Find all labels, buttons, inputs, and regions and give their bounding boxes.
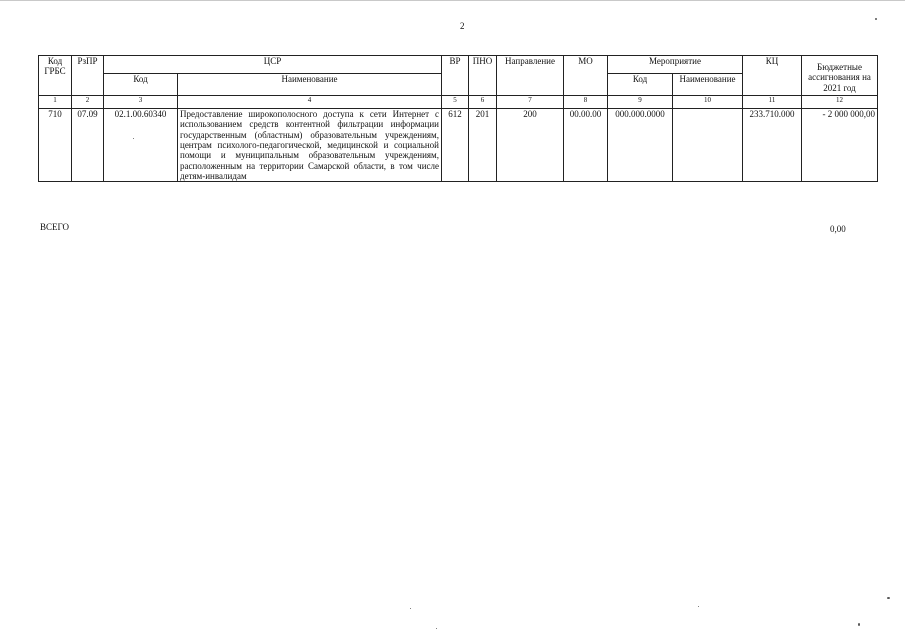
- column-number: 5: [442, 96, 469, 109]
- header-kc: КЦ: [743, 56, 802, 96]
- header-mo: МО: [564, 56, 608, 96]
- cell-vr: 612: [442, 109, 469, 182]
- cell-kod-grbs: 710: [39, 109, 72, 182]
- cell-mer-kod: 000.000.0000: [608, 109, 673, 182]
- scan-speck: [858, 623, 860, 626]
- scan-speck: [410, 608, 411, 609]
- header-kod-grbs: Код ГРБС: [39, 56, 72, 96]
- cell-mo: 00.00.00: [564, 109, 608, 182]
- cell-csr-naim: Предоставление широкополосного доступа к сети Интернет с использованием средств контентной фильтрации информации государственным (областным) образовательным учреждениям, центрам психолого-педагогической, медицинской и социальной помощи и муниципальным образовательным учреждениям, расположенным на территории Самарской области, в том числе детям-инвалидам: [178, 109, 442, 182]
- column-number: 10: [673, 96, 743, 109]
- header-napravlenie: Направление: [497, 56, 564, 96]
- total-value: 0,00: [830, 224, 846, 234]
- cell-kc: 233.710.000: [743, 109, 802, 182]
- header-mer-naim: Наименование: [673, 74, 743, 96]
- header-csr-naim: Наименование: [178, 74, 442, 96]
- page-number: 2: [460, 21, 465, 31]
- header-csr-kod: Код: [104, 74, 178, 96]
- header-mer-kod: Код: [608, 74, 673, 96]
- table-row: [39, 109, 878, 182]
- column-number: 12: [802, 96, 878, 109]
- column-number: 7: [497, 96, 564, 109]
- column-number: 8: [564, 96, 608, 109]
- header-rzpr: РзПР: [72, 56, 104, 96]
- page-top-edge: [0, 0, 905, 1]
- scan-speck: [887, 597, 890, 599]
- cell-napravlenie: 200: [497, 109, 564, 182]
- scan-speck: [875, 18, 877, 20]
- column-number: 2: [72, 96, 104, 109]
- cell-rzpr: 07.09: [72, 109, 104, 182]
- header-csr: ЦСР: [104, 56, 442, 74]
- cell-budget: - 2 000 000,00: [802, 109, 878, 182]
- scan-speck: [133, 138, 134, 139]
- scan-speck: [436, 628, 437, 629]
- column-number: 11: [743, 96, 802, 109]
- column-number: 6: [469, 96, 497, 109]
- header-vr: ВР: [442, 56, 469, 96]
- header-pno: ПНО: [469, 56, 497, 96]
- column-number: 9: [608, 96, 673, 109]
- column-number: 4: [178, 96, 442, 109]
- cell-csr-kod: 02.1.00.60340: [104, 109, 178, 182]
- cell-mer-naim: [673, 109, 743, 182]
- budget-table: [38, 55, 878, 182]
- cell-pno: 201: [469, 109, 497, 182]
- column-number: 3: [104, 96, 178, 109]
- header-budget: Бюджетные ассигнования на 2021 год: [802, 56, 878, 96]
- column-number: 1: [39, 96, 72, 109]
- scan-speck: [698, 606, 699, 607]
- total-label: ВСЕГО: [40, 222, 69, 232]
- header-meropriyatie: Мероприятие: [608, 56, 743, 74]
